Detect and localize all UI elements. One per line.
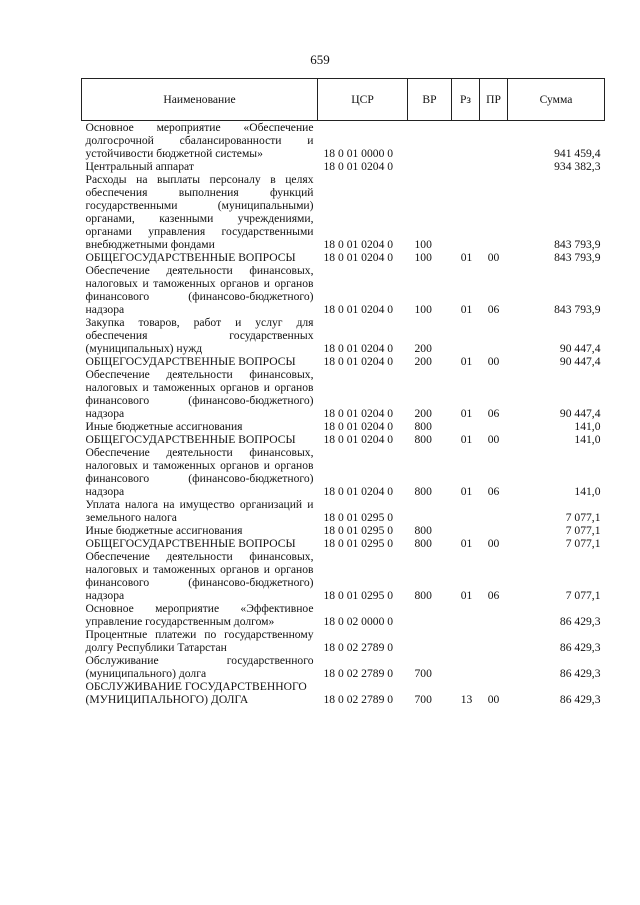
- cell-pr: [480, 420, 508, 433]
- table-row: [82, 121, 605, 161]
- column-header-name: Наименование: [82, 79, 318, 121]
- cell-sum: 843 793,9: [554, 303, 601, 316]
- cell-csr: 18 0 01 0204 0: [323, 238, 394, 251]
- cell-vr: [408, 602, 452, 628]
- cell-pr: 06: [487, 407, 500, 420]
- cell-rz: [452, 121, 480, 161]
- table-row: [82, 160, 605, 173]
- cell-vr: 200: [414, 342, 432, 355]
- table-row: [82, 316, 605, 355]
- cell-vr: 800: [414, 524, 432, 537]
- cell-pr: 00: [487, 251, 500, 264]
- cell-pr: 00: [487, 433, 500, 446]
- cell-pr: [480, 654, 508, 680]
- cell-vr: 100: [414, 251, 432, 264]
- table-row: [82, 602, 605, 628]
- cell-rz: [452, 602, 480, 628]
- cell-sum: 90 447,4: [559, 407, 601, 420]
- cell-csr: 18 0 02 2789 0: [323, 641, 394, 654]
- table-row: [82, 355, 605, 368]
- cell-csr: 18 0 02 2789 0: [323, 667, 394, 680]
- cell-rz: 01: [460, 433, 473, 446]
- cell-sum: 843 793,9: [554, 238, 601, 251]
- cell-sum: 86 429,3: [559, 641, 601, 654]
- table-row: [82, 173, 605, 251]
- cell-rz: [452, 498, 480, 524]
- cell-sum: 141,0: [574, 433, 601, 446]
- cell-sum: 7 077,1: [565, 537, 601, 550]
- cell-pr: 00: [487, 537, 500, 550]
- table-row: [82, 628, 605, 654]
- table-row: [82, 251, 605, 264]
- column-header-vr: ВР: [408, 79, 452, 121]
- cell-name: ОБЩЕГОСУДАРСТВЕННЫЕ ВОПРОСЫ: [85, 433, 296, 446]
- cell-sum: 7 077,1: [565, 524, 601, 537]
- cell-name: Иные бюджетные ассигнования: [85, 524, 243, 537]
- cell-sum: 7 077,1: [565, 589, 601, 602]
- cell-csr: 18 0 01 0204 0: [323, 303, 394, 316]
- cell-rz: [452, 654, 480, 680]
- cell-sum: 90 447,4: [559, 355, 601, 368]
- cell-vr: 100: [414, 303, 432, 316]
- table-row: [82, 680, 605, 706]
- cell-sum: 141,0: [574, 485, 601, 498]
- cell-rz: [452, 628, 480, 654]
- table-row: [82, 537, 605, 550]
- table-row: [82, 368, 605, 420]
- cell-rz: [452, 420, 480, 433]
- table-row: [82, 550, 605, 602]
- cell-name: ОБЩЕГОСУДАРСТВЕННЫЕ ВОПРОСЫ: [85, 355, 296, 368]
- cell-csr: 18 0 01 0295 0: [323, 511, 394, 524]
- table-row: [82, 498, 605, 524]
- cell-pr: [480, 524, 508, 537]
- cell-name: Процентные платежи по государственному долгу Республики Татарстан: [85, 628, 314, 654]
- cell-sum: 86 429,3: [559, 615, 601, 628]
- cell-csr: 18 0 01 0204 0: [323, 342, 394, 355]
- cell-name: Расходы на выплаты персоналу в целях обеспечения выполнения функций государственными (муниципальными) органами, казенными учреждениями, органами управления государственными внебюджетными фондами: [85, 173, 314, 251]
- cell-pr: [480, 316, 508, 355]
- cell-vr: 800: [414, 485, 432, 498]
- cell-vr: 800: [414, 420, 432, 433]
- cell-vr: [408, 498, 452, 524]
- column-header-csr: ЦСР: [318, 79, 408, 121]
- cell-rz: 01: [460, 537, 473, 550]
- cell-rz: 01: [460, 355, 473, 368]
- cell-rz: 01: [460, 303, 473, 316]
- cell-name: Обеспечение деятельности финансовых, налоговых и таможенных органов и органов финансового (финансово-бюджетного) надзора: [85, 446, 314, 498]
- cell-pr: [480, 121, 508, 161]
- cell-sum: 86 429,3: [559, 693, 601, 706]
- cell-name: ОБЩЕГОСУДАРСТВЕННЫЕ ВОПРОСЫ: [85, 251, 296, 264]
- cell-name: Основное мероприятие «Обеспечение долгосрочной сбалансированности и устойчивости бюджетной системы»: [85, 121, 314, 160]
- cell-sum: 934 382,3: [554, 160, 601, 173]
- cell-vr: 800: [414, 433, 432, 446]
- cell-rz: 13: [460, 693, 473, 706]
- cell-pr: 00: [487, 355, 500, 368]
- cell-rz: 01: [460, 589, 473, 602]
- cell-vr: [408, 160, 452, 173]
- cell-rz: 01: [460, 407, 473, 420]
- cell-pr: 06: [487, 303, 500, 316]
- cell-pr: 06: [487, 589, 500, 602]
- cell-csr: 18 0 01 0204 0: [323, 485, 394, 498]
- cell-sum: 141,0: [574, 420, 601, 433]
- table-row: [82, 433, 605, 446]
- cell-csr: 18 0 01 0204 0: [323, 420, 394, 433]
- cell-csr: 18 0 01 0204 0: [323, 407, 394, 420]
- cell-csr: 18 0 01 0204 0: [323, 251, 394, 264]
- cell-vr: 200: [414, 355, 432, 368]
- cell-name: Основное мероприятие «Эффективное управление государственным долгом»: [85, 602, 314, 628]
- cell-vr: 200: [414, 407, 432, 420]
- cell-vr: 100: [414, 238, 432, 251]
- cell-csr: 18 0 01 0204 0: [323, 160, 394, 173]
- cell-sum: 86 429,3: [559, 667, 601, 680]
- cell-vr: [408, 628, 452, 654]
- cell-sum: 941 459,4: [554, 147, 601, 160]
- cell-name: Обеспечение деятельности финансовых, налоговых и таможенных органов и органов финансового (финансово-бюджетного) надзора: [85, 264, 314, 316]
- cell-name: ОБЩЕГОСУДАРСТВЕННЫЕ ВОПРОСЫ: [85, 537, 296, 550]
- cell-csr: 18 0 01 0204 0: [323, 433, 394, 446]
- cell-vr: 800: [414, 537, 432, 550]
- cell-rz: [452, 524, 480, 537]
- cell-vr: [408, 121, 452, 161]
- cell-name: Обеспечение деятельности финансовых, налоговых и таможенных органов и органов финансового (финансово-бюджетного) надзора: [85, 550, 314, 602]
- page-number: 659: [310, 52, 330, 67]
- cell-name: Уплата налога на имущество организаций и земельного налога: [85, 498, 314, 524]
- cell-pr: [480, 602, 508, 628]
- cell-pr: 00: [487, 693, 500, 706]
- cell-csr: 18 0 01 0295 0: [323, 524, 394, 537]
- table-header: [82, 79, 605, 121]
- cell-rz: 01: [460, 485, 473, 498]
- cell-vr: 700: [414, 693, 432, 706]
- table-body: [82, 121, 605, 707]
- cell-csr: 18 0 01 0204 0: [323, 355, 394, 368]
- cell-name: Центральный аппарат: [85, 160, 194, 173]
- cell-sum: 90 447,4: [559, 342, 601, 355]
- cell-pr: [480, 498, 508, 524]
- cell-rz: [452, 173, 480, 251]
- cell-name: ОБСЛУЖИВАНИЕ ГОСУДАРСТВЕННОГО (МУНИЦИПАЛЬНОГО) ДОЛГА: [85, 680, 307, 706]
- cell-csr: 18 0 01 0000 0: [323, 147, 394, 160]
- column-header-rz: Рз: [452, 79, 480, 121]
- cell-pr: 06: [487, 485, 500, 498]
- budget-table: [81, 78, 605, 706]
- cell-csr: 18 0 01 0295 0: [323, 537, 394, 550]
- table-row: [82, 420, 605, 433]
- cell-pr: [480, 160, 508, 173]
- cell-rz: 01: [460, 251, 473, 264]
- cell-pr: [480, 628, 508, 654]
- table-row: [82, 654, 605, 680]
- cell-csr: 18 0 02 0000 0: [323, 615, 394, 628]
- cell-sum: 843 793,9: [554, 251, 601, 264]
- table-row: [82, 264, 605, 316]
- cell-name: Закупка товаров, работ и услуг для обеспечения государственных (муниципальных) нужд: [85, 316, 314, 355]
- table-row: [82, 446, 605, 498]
- cell-name: Обеспечение деятельности финансовых, налоговых и таможенных органов и органов финансового (финансово-бюджетного) надзора: [85, 368, 314, 420]
- cell-csr: 18 0 01 0295 0: [323, 589, 394, 602]
- cell-pr: [480, 173, 508, 251]
- cell-name: Иные бюджетные ассигнования: [85, 420, 243, 433]
- cell-vr: 800: [414, 589, 432, 602]
- cell-name: Обслуживание государственного (муниципального) долга: [85, 654, 314, 680]
- table-row: [82, 524, 605, 537]
- cell-rz: [452, 160, 480, 173]
- cell-csr: 18 0 02 2789 0: [323, 693, 394, 706]
- cell-rz: [452, 316, 480, 355]
- cell-sum: 7 077,1: [565, 511, 601, 524]
- column-header-sum: Сумма: [508, 79, 605, 121]
- column-header-pr: ПР: [480, 79, 508, 121]
- cell-vr: 700: [414, 667, 432, 680]
